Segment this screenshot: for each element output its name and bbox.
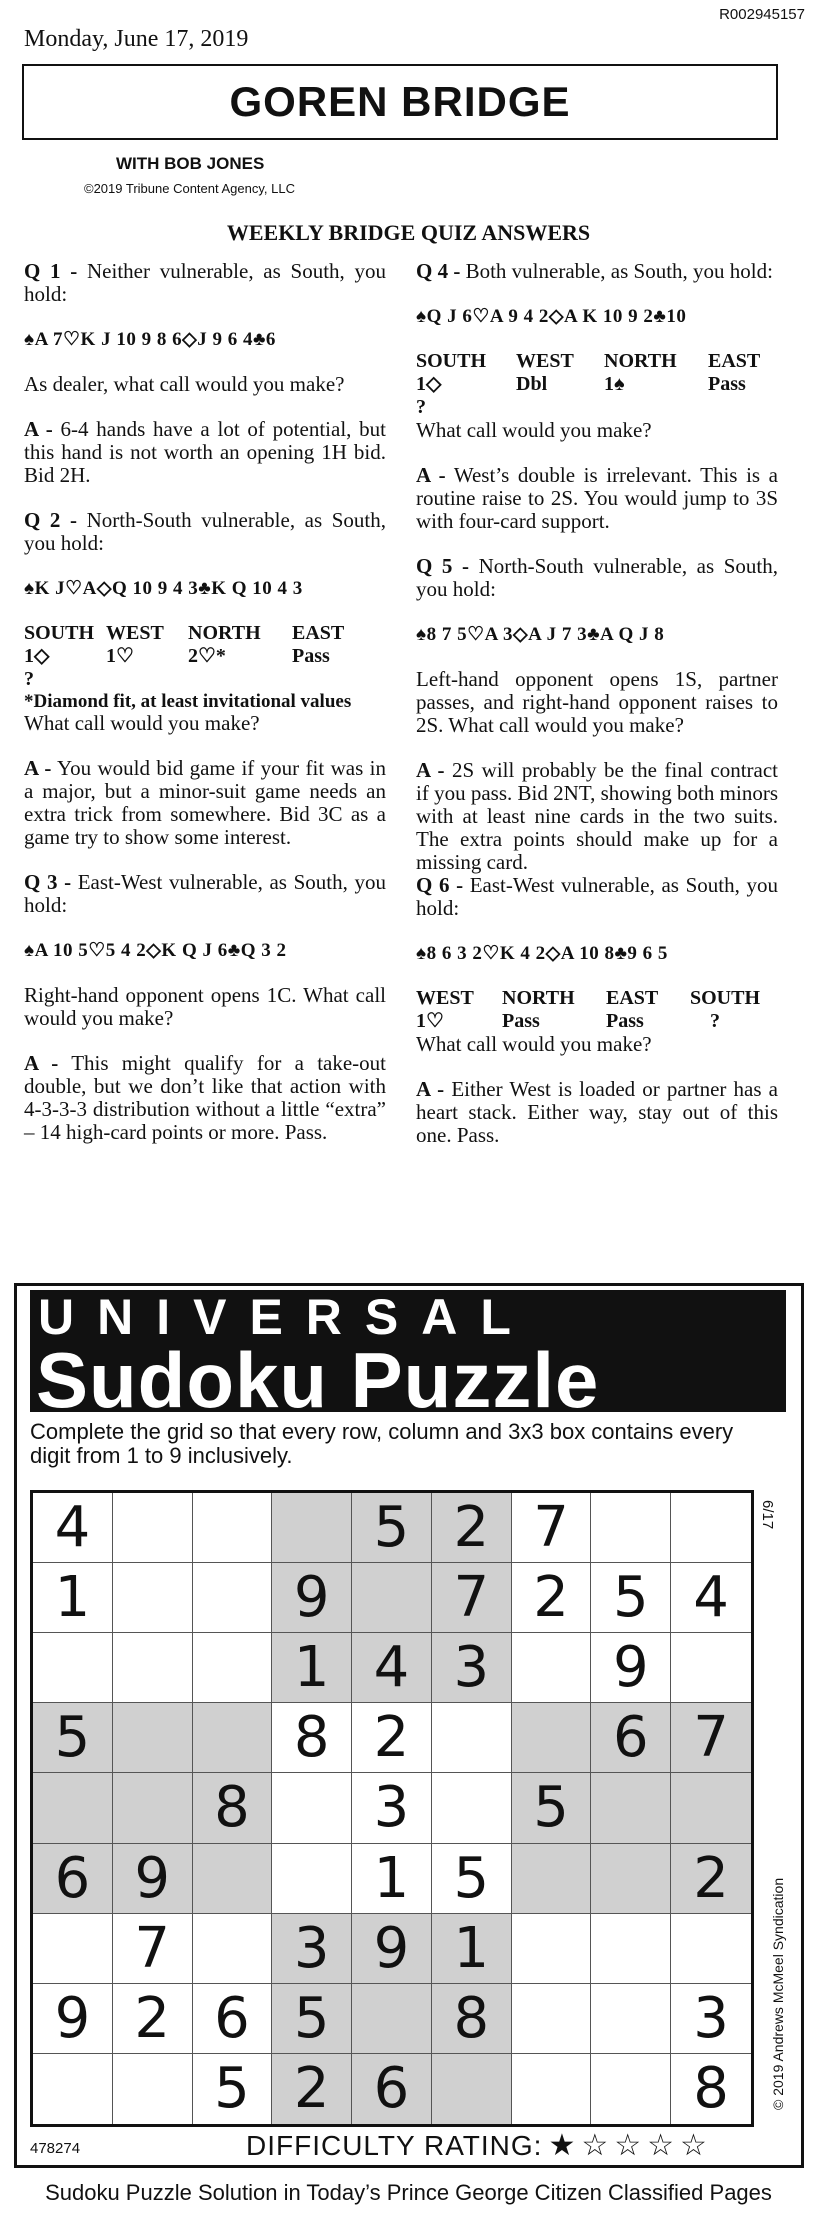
sudoku-cell: 6: [352, 2054, 432, 2124]
sudoku-cell: [512, 1914, 592, 1984]
sudoku-cell: 1: [272, 1633, 352, 1703]
q5-prompt: Q 5 - North-South vulnerable, as South, you hold:: [416, 554, 779, 601]
q4-hand: ♠Q J 6♡A 9 4 2◇A K 10 9 2♣10: [416, 306, 687, 327]
sudoku-cell: 2: [512, 1563, 592, 1633]
sudoku-cell: 5: [352, 1493, 432, 1563]
sudoku-cell: 2: [671, 1844, 751, 1914]
sudoku-cell: 9: [113, 1844, 193, 1914]
sudoku-cell: [591, 1984, 671, 2054]
q3-question: Right-hand opponent opens 1C. What call would you make?: [24, 983, 386, 1030]
q4-answer: A - West’s double is irrelevant. This is a routine raise to 2S. You would jump to 3S with four-card support.: [416, 463, 778, 533]
sudoku-cell: [193, 1493, 273, 1563]
sudoku-banner-top: UNIVERSAL: [38, 1289, 534, 1345]
sudoku-cell: 6: [591, 1703, 671, 1773]
sudoku-cell: [272, 1844, 352, 1914]
sudoku-cell: 1: [352, 1844, 432, 1914]
sudoku-cell: [591, 2054, 671, 2124]
sudoku-cell: 5: [272, 1984, 352, 2054]
sudoku-cell: [512, 1984, 592, 2054]
sudoku-cell: [33, 1914, 113, 1984]
q2-auction: SOUTH WEST NORTH EAST 1◇ 1♡ 2♡* Pass ?: [24, 622, 345, 690]
sudoku-cell: [432, 1703, 512, 1773]
q1-hand: ♠A 7♡K J 10 9 8 6◇J 9 6 4♣6: [24, 329, 276, 350]
sudoku-cell: 2: [113, 1984, 193, 2054]
quiz-heading: WEEKLY BRIDGE QUIZ ANSWERS: [226, 220, 591, 245]
sudoku-cell: [671, 1773, 751, 1843]
sudoku-cell: [591, 1493, 671, 1563]
sudoku-cell: 7: [671, 1703, 751, 1773]
q6-hand: ♠8 6 3 2♡K 4 2◇A 10 8♣9 6 5: [416, 943, 668, 964]
sudoku-cell: 8: [693, 2056, 729, 2122]
q3-label: Q 3 -: [24, 870, 72, 894]
q6-question: What call would you make?: [416, 1032, 652, 1056]
q5-label: Q 5 -: [416, 554, 470, 578]
puzzle-number: 478274: [30, 2140, 81, 2157]
q5-answer: A - 2S will probably be the final contract if you pass. Bid 2NT, showing both minors with at least nine cards in the two suits. The extra points should make up for a missing card.: [416, 758, 779, 874]
q2-prompt: Q 2 - North-South vulnerable, as South, you hold:: [24, 508, 387, 555]
sudoku-cell: [193, 1633, 273, 1703]
sudoku-cell: 4: [352, 1633, 432, 1703]
sudoku-side-copyright: © 2019 Andrews McMeel Syndication: [770, 1877, 786, 2110]
left-column: [24, 260, 386, 1166]
q1-question: As dealer, what call would you make?: [24, 372, 345, 396]
sudoku-cell: 7: [432, 1563, 512, 1633]
q3-hand: ♠A 10 5♡5 4 2◇K Q J 6♣Q 3 2: [24, 940, 287, 961]
copyright: ©2019 Tribune Content Agency, LLC: [84, 181, 295, 196]
sudoku-cell: 3: [432, 1633, 512, 1703]
q1-label: Q 1 -: [24, 259, 78, 283]
sudoku-cell: 2: [352, 1703, 432, 1773]
q2-answer: A - You would bid game if your fit was in a major, but a minor-suit game needs an extra trick from somewhere. Bid 3C as a game try to show some interest.: [24, 756, 386, 849]
sudoku-cell: [113, 1703, 193, 1773]
sudoku-cell: 8: [432, 1984, 512, 2054]
sudoku-cell: 5: [193, 2054, 273, 2124]
sudoku-cell: [512, 2054, 592, 2124]
sudoku-cell: 5: [591, 1563, 671, 1633]
byline: WITH BOB JONES: [116, 154, 265, 173]
sudoku-cell: 6: [33, 1844, 113, 1914]
sudoku-grid: [30, 1490, 754, 2127]
sudoku-cell: [671, 1493, 751, 1563]
sudoku-cell: [432, 1773, 512, 1843]
difficulty-label: DIFFICULTY RATING:: [246, 2130, 543, 2161]
sudoku-cell: [352, 1563, 432, 1633]
sudoku-cell: [113, 1633, 193, 1703]
sudoku-cell: [33, 1773, 113, 1843]
q2-note: *Diamond fit, at least invitational values: [24, 691, 352, 712]
sudoku-cell: [113, 2054, 193, 2124]
q2-label: Q 2 -: [24, 508, 78, 532]
sudoku-cell: 6: [193, 1984, 273, 2054]
sudoku-cell: 7: [113, 1914, 193, 1984]
q6-answer: A - Either West is loaded or partner has a heart stack. Either way, stay out of this one. Pass.: [416, 1077, 779, 1147]
sudoku-cell: [591, 1844, 671, 1914]
sudoku-cell: 8: [272, 1703, 352, 1773]
sudoku-cell: [512, 1844, 592, 1914]
q1-prompt: Q 1 - Neither vulnerable, as South, you hold:: [24, 259, 387, 306]
sudoku-cell: [591, 1914, 671, 1984]
q4-label: Q 4 -: [416, 259, 461, 283]
q5-hand: ♠8 7 5♡A 3◇A J 7 3♣A Q J 8: [416, 624, 665, 645]
sudoku-cell: [591, 1773, 671, 1843]
right-column: [416, 260, 778, 1169]
sudoku-cell: 9: [352, 1914, 432, 1984]
sudoku-cell: [33, 1633, 113, 1703]
sudoku-cell: 2: [432, 1493, 512, 1563]
sudoku-footer: Sudoku Puzzle Solution in Today’s Prince George Citizen Classified Pages: [45, 2180, 772, 2205]
column-title: GOREN BRIDGE: [22, 64, 778, 140]
q5-question: Left-hand opponent opens 1S, partner passes, and right-hand opponent raises to 2S. What call would you make?: [416, 667, 778, 737]
q4-auction: SOUTH WEST NORTH EAST 1◇ Dbl 1♠ Pass ?: [416, 350, 761, 418]
sudoku-cell: [671, 1914, 751, 1984]
sudoku-cell: 7: [512, 1493, 592, 1563]
sudoku-side-date: 6/17: [759, 1500, 776, 1530]
sudoku-cell: [272, 1773, 352, 1843]
sudoku-cell: 5: [432, 1844, 512, 1914]
sudoku-cell: [272, 1493, 352, 1563]
sudoku-cell: 5: [512, 1773, 592, 1843]
sudoku-cell: [352, 1984, 432, 2054]
sudoku-title: Sudoku Puzzle: [36, 1336, 600, 1424]
sudoku-cell: [512, 1703, 592, 1773]
sudoku-cell: 1: [33, 1563, 113, 1633]
sudoku-cell: 8: [193, 1773, 273, 1843]
publication-date: Monday, June 17, 2019: [24, 26, 249, 52]
q3-answer: A - This might qualify for a take-out double, but we don’t like that action with 4-3-3-3 distribution without a little “extra” – 14 high-card points or more. Pass.: [24, 1051, 387, 1144]
sudoku-cell: [113, 1563, 193, 1633]
sudoku-cell: [193, 1914, 273, 1984]
sudoku-cell: 4: [33, 1493, 113, 1563]
q6-label: Q 6 -: [416, 873, 464, 897]
q2-question: What call would you make?: [24, 711, 260, 735]
sudoku-cell: 9: [272, 1563, 352, 1633]
sudoku-cell: [193, 1563, 273, 1633]
sudoku-cell: [512, 1633, 592, 1703]
sudoku-cell: [193, 1844, 273, 1914]
difficulty-stars: ★☆☆☆☆: [548, 2128, 713, 2163]
sudoku-cell: 9: [33, 1984, 113, 2054]
sudoku-cell: 3: [352, 1773, 432, 1843]
sudoku-instructions: Complete the grid so that every row, column and 3x3 box contains every digit from 1 to 9 inclusively.: [30, 1419, 734, 1468]
q2-hand: ♠K J♡A◇Q 10 9 4 3♣K Q 10 4 3: [24, 578, 303, 599]
sudoku-cell: 2: [272, 2054, 352, 2124]
sudoku-cell: [113, 1493, 193, 1563]
sudoku-cell: 5: [33, 1703, 113, 1773]
sudoku-cell: [33, 2054, 113, 2124]
sudoku-cell: [193, 1703, 273, 1773]
sudoku-cell: [432, 2054, 512, 2124]
sudoku-cell: [113, 1773, 193, 1843]
sudoku-cell: 9: [591, 1633, 671, 1703]
reference-code: R002945157: [719, 6, 805, 23]
sudoku-cell: 3: [272, 1914, 352, 1984]
sudoku-cell: 1: [432, 1914, 512, 1984]
q4-prompt: Q 4 - Both vulnerable, as South, you hold:: [416, 259, 773, 283]
q4-question: What call would you make?: [416, 418, 652, 442]
sudoku-cell: [671, 1633, 751, 1703]
q1-answer: A - 6-4 hands have a lot of potential, but this hand is not worth an opening 1H bid. Bid 2H.: [24, 417, 387, 487]
difficulty-rating: [246, 2128, 713, 2163]
q6-prompt: Q 6 - East-West vulnerable, as South, you hold:: [416, 873, 779, 920]
sudoku-cell: 4: [671, 1563, 751, 1633]
q3-prompt: Q 3 - East-West vulnerable, as South, you hold:: [24, 870, 387, 917]
sudoku-cell: 3: [671, 1984, 751, 2054]
q6-auction: WEST NORTH EAST SOUTH 1♡ Pass Pass ?: [416, 987, 761, 1032]
